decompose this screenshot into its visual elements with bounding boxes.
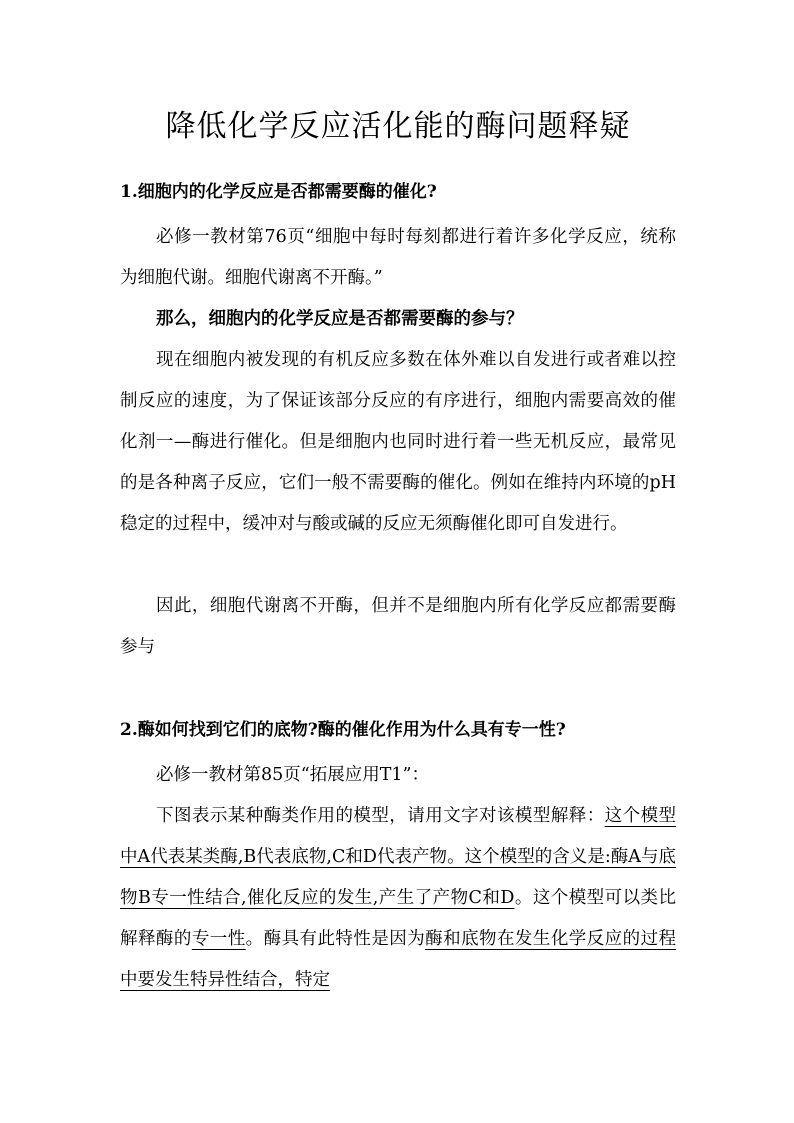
section-2-prompt: 下图表示某种酶类作用的模型，请用文字对该模型解释： [156,806,605,826]
answer-specificity: 专一性 [191,929,246,949]
answer-model-explanation: 这个模型中A代表某类酶,B代表底物,C和D代表产物。这个模型的含义是:酶A与底物B专一性结合,催化反应的发生,产生了产物C和D [120,806,677,908]
section-1-conclusion: 因此，细胞代谢离不开酶，但并不是细胞内所有化学反应都需要酶参与 [120,596,676,657]
section-2-text-b: 。这个模型可以类比解释酶的 [120,888,677,949]
section-2-heading: 2.酶如何找到它们的底物?酶的催化作用为什么具有专一性? [120,720,566,740]
section-2-paragraph-2 [120,796,676,1001]
section-1-paragraph-3: 现在细胞内被发现的有机反应多数在体外难以自发进行或者难以控制反应的速度，为了保证该部分反应的有序进行，细胞内需要高效的催化剂一—酶进行催化。但是细胞内也同时进行着一些无机反应，最常见的是各种离子反应，它们一般不需要酶的催化。例如在维持内环境的pH稳定的过程中，缓冲对与酸或碱的反应无须酶催化即可自发进行。 [120,350,676,534]
page-title: 降低化学反应活化能的酶问题释疑 [165,109,631,144]
answer-reason: 酶和底物在发生化学反应的过程中要发生特异性结合，特定 [120,929,677,990]
section-2-text-c: 。酶具有此特性是因为 [245,929,426,949]
section-2-paragraph-1: 必修一教材第85页“拓展应用T1”： [156,765,429,785]
section-1-question: 那么，细胞内的化学反应是否都需要酶的参与？ [156,309,524,329]
section-1-paragraph-1: 必修一教材第76页“细胞中每时每刻都进行着许多化学反应，统称为细胞代谢。细胞代谢离不开酶。” [120,227,676,288]
section-1-heading: 1.细胞内的化学反应是否都需要酶的催化? [120,182,437,202]
